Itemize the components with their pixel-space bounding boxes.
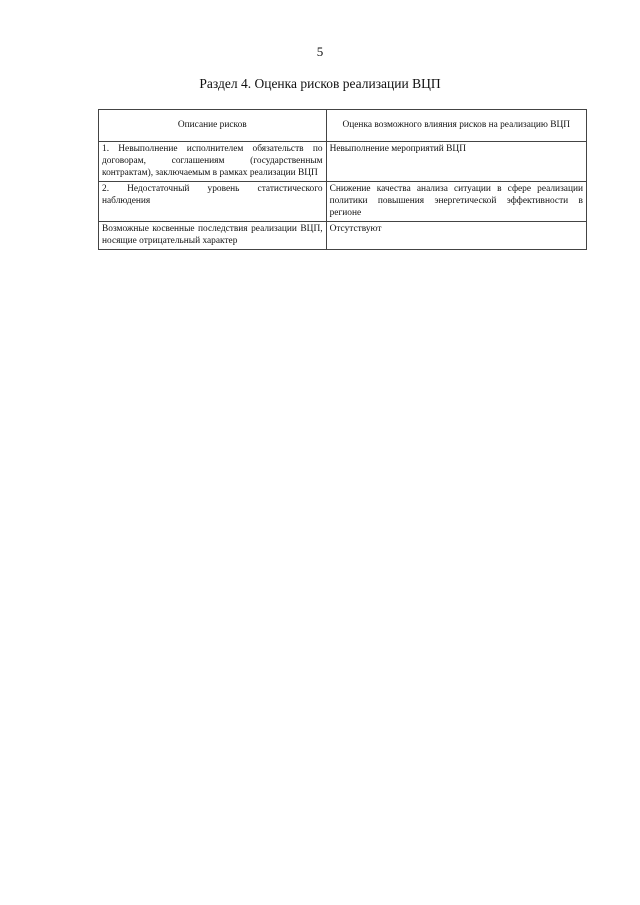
page-number: 5	[316, 44, 324, 59]
risk-impact-cell: Невыполнение мероприятий ВЦП	[326, 142, 586, 182]
table-row	[99, 182, 587, 222]
table-row	[99, 142, 587, 182]
risk-description-cell: 2. Недостаточный уровень статистического наблюдения	[99, 182, 327, 222]
section-title: Раздел 4. Оценка рисков реализации ВЦП	[199, 76, 441, 91]
risk-impact-cell: Отсутствуют	[326, 222, 586, 250]
risk-assessment-table	[98, 109, 587, 250]
table-header-row	[99, 110, 587, 142]
table-row	[99, 222, 587, 250]
risk-impact-cell: Снижение качества анализа ситуации в сфере реализации политики повышения энергетической эффективности в регионе	[326, 182, 586, 222]
header-risk-impact: Оценка возможного влияния рисков на реализацию ВЦП	[326, 110, 586, 142]
risk-description-cell: 1. Невыполнение исполнителем обязательств по договорам, соглашениям (государственным контрактам), заключаемым в рамках реализации ВЦП	[99, 142, 327, 182]
risk-description-cell: Возможные косвенные последствия реализации ВЦП, носящие отрицательный характер	[99, 222, 327, 250]
header-risk-description: Описание рисков	[99, 110, 327, 142]
